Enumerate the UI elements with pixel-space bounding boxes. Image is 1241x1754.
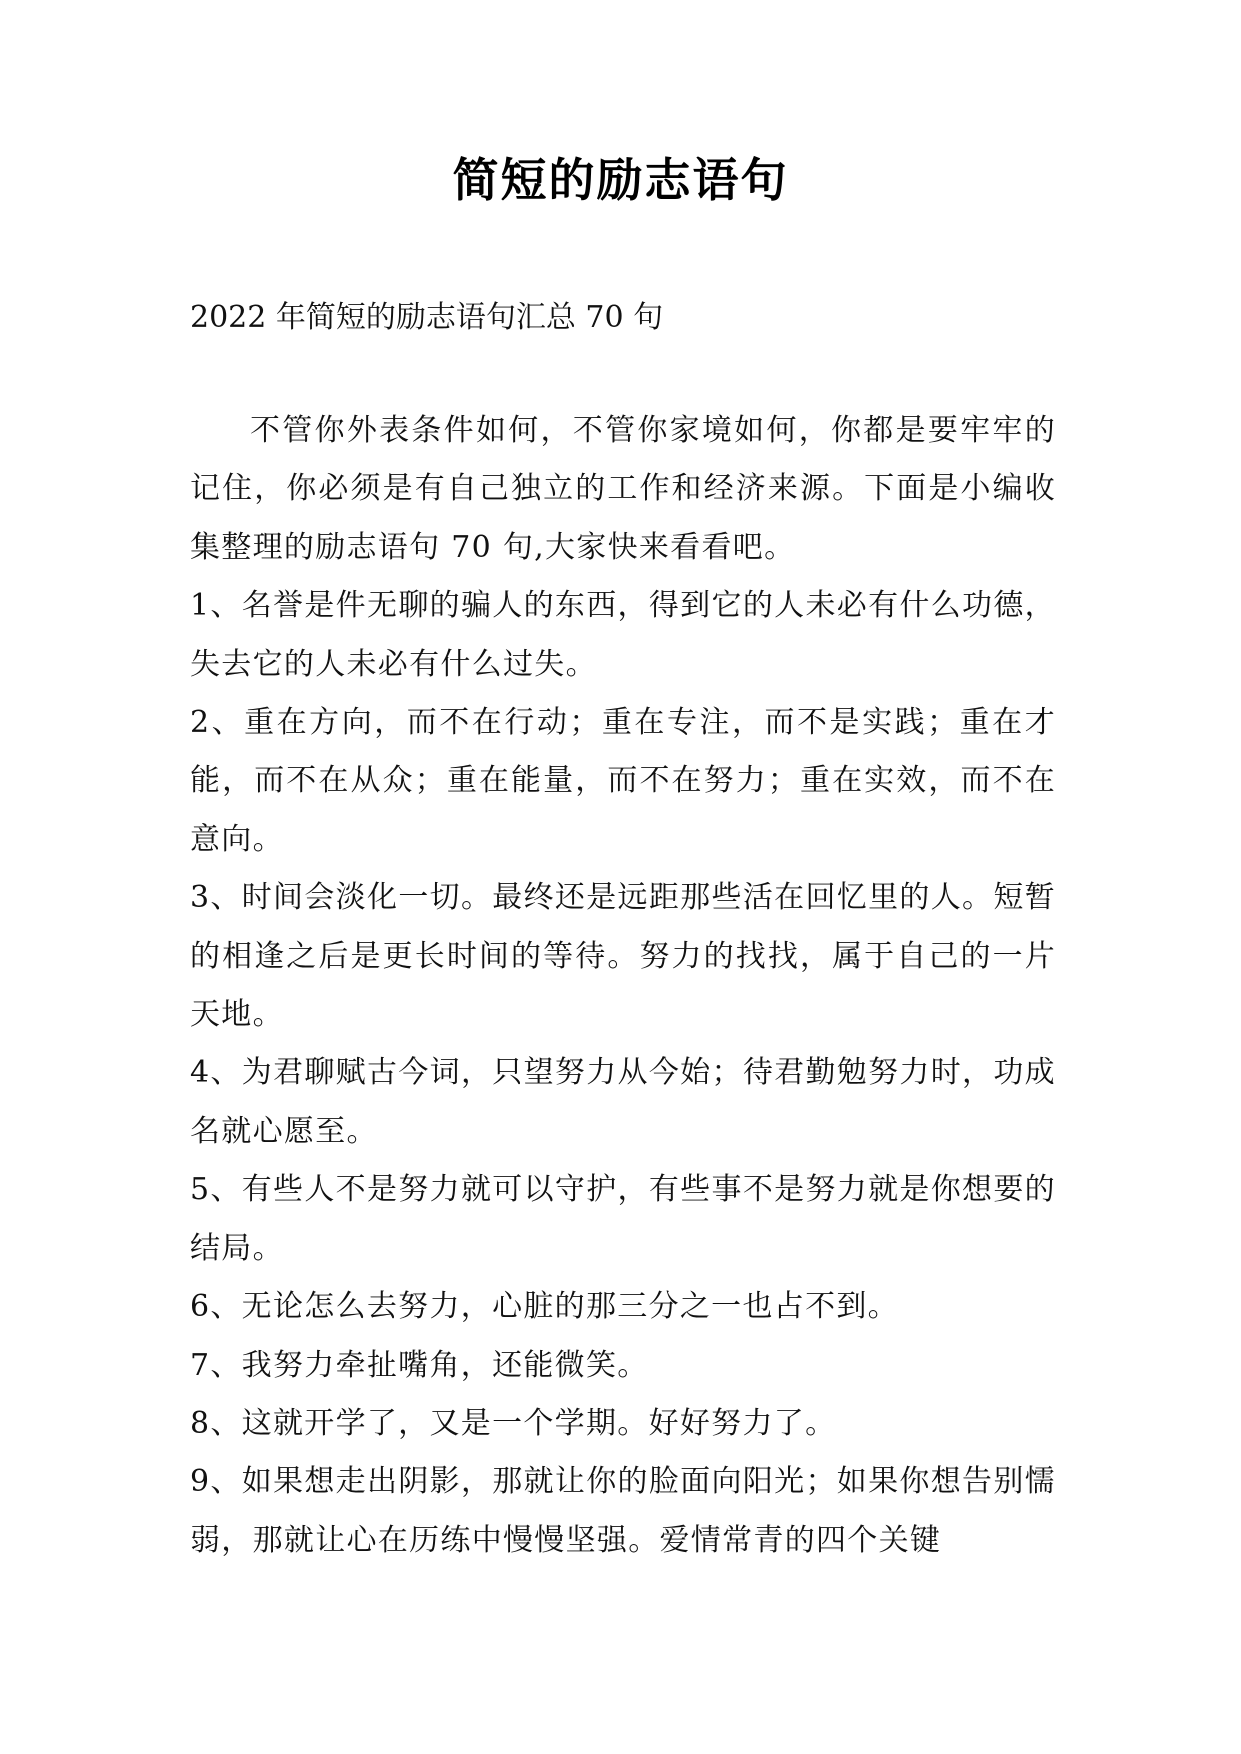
document-body [190,402,1056,1570]
list-item: 6、无论怎么去努力，心脏的那三分之一也占不到。 [190,1289,899,1325]
list-item: 2、重在方向，而不在行动；重在专注，而不是实践；重在才能，而不在从众；重在能量，而不在努力；重在实效，而不在意向。 [190,705,1056,857]
intro-paragraph: 不管你外表条件如何，不管你家境如何，你都是要牢牢的记住，你必须是有自己独立的工作和经济来源。下面是小编收集整理的励志语句 70 句,大家快来看看吧。 [190,413,1056,565]
document-title: 简短的励志语句 [452,153,789,207]
list-item: 8、这就开学了，又是一个学期。好好努力了。 [190,1405,837,1441]
list-item: 7、我努力牵扯嘴角，还能微笑。 [190,1347,649,1383]
list-item: 9、如果想走出阴影，那就让你的脸面向阳光；如果你想告别懦弱，那就让心在历练中慢慢坚强。爱情常青的四个关键 [190,1464,1056,1558]
document-subtitle: 2022 年简短的励志语句汇总 70 句 [190,300,664,335]
list-item: 1、名誉是件无聊的骗人的东西，得到它的人未必有什么功德，失去它的人未必有什么过失。 [190,588,1056,682]
list-item: 3、时间会淡化一切。最终还是远距那些活在回忆里的人。短暂的相逢之后是更长时间的等待。努力的找找，属于自己的一片天地。 [190,880,1056,1033]
list-item: 4、为君聊赋古今词，只望努力从今始；待君勤勉努力时，功成名就心愿至。 [190,1055,1056,1149]
list-item: 5、有些人不是努力就可以守护，有些事不是努力就是你想要的结局。 [190,1172,1056,1266]
